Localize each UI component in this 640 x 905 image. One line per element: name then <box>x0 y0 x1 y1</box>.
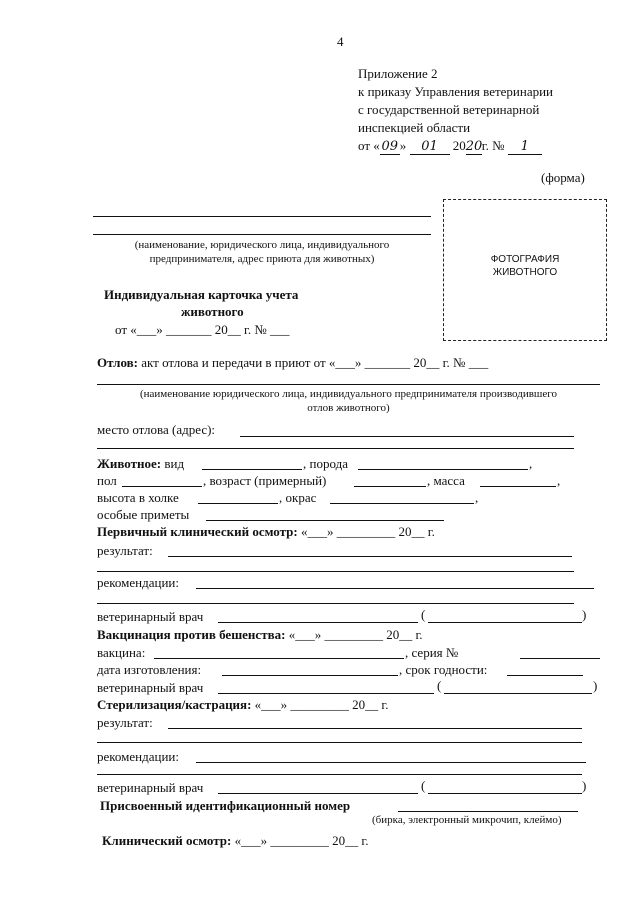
breed-comma: , <box>529 456 533 471</box>
order-date-year: 20 <box>465 139 483 154</box>
sterilization-row <box>97 697 389 713</box>
forma-label: (форма) <box>541 170 585 185</box>
rabies-label: Вакцинация против бешенства: <box>97 627 286 642</box>
sterilization-result-line-1[interactable] <box>168 728 582 729</box>
primary-vet-paren-open: ( <box>421 607 426 622</box>
expiry-field[interactable] <box>507 675 583 676</box>
rabies-vet-label: ветеринарный врач <box>97 680 204 695</box>
sterilization-result-line-2[interactable] <box>97 742 582 743</box>
color-label: , окрас <box>279 490 317 505</box>
capture-place-line-1[interactable] <box>240 436 574 437</box>
mass-label: , масса <box>427 473 465 488</box>
order-number: 1 <box>508 139 542 155</box>
sterilization-vet-name-field[interactable] <box>428 793 582 794</box>
age-label: , возраст (примерный) <box>203 473 327 488</box>
manufacture-date-label: дата изготовления: <box>97 662 202 677</box>
order-date-suffix: г. № <box>481 138 505 153</box>
card-title-line-2: животного <box>181 304 244 319</box>
sterilization-recommendations-line-2[interactable] <box>97 774 582 775</box>
sex-label: пол <box>97 473 117 488</box>
species-label: вид <box>164 456 185 471</box>
primary-vet-paren-close: ) <box>582 607 587 622</box>
primary-result-line-2[interactable] <box>97 571 574 572</box>
age-field[interactable] <box>354 486 426 487</box>
mass-comma: , <box>557 473 561 488</box>
vaccine-field[interactable] <box>154 658 404 659</box>
capture-row <box>97 355 488 371</box>
primary-vet-label: ветеринарный врач <box>97 609 204 624</box>
primary-recommendations-label: рекомендации: <box>97 575 179 590</box>
series-label: , серия № <box>405 645 459 660</box>
height-label: высота в холке <box>97 490 179 505</box>
capture-caption-2: отлов животного) <box>307 402 390 414</box>
order-date-year-prefix: 20 <box>452 138 466 153</box>
org-caption-2: предпринимателя, адрес приюта для животных) <box>149 253 375 265</box>
order-date <box>358 138 542 155</box>
rabies-vet-paren-close: ) <box>593 678 598 693</box>
manufacture-date-field[interactable] <box>222 675 398 676</box>
org-caption-1: (наименование, юридического лица, индивидуального <box>134 239 390 251</box>
primary-exam-label: Первичный клинический осмотр: <box>97 524 298 539</box>
primary-vet-field[interactable] <box>218 622 418 623</box>
order-line-3: инспекцией области <box>358 120 471 135</box>
capture-label: Отлов: <box>97 355 138 370</box>
sterilization-vet-field[interactable] <box>218 793 418 794</box>
photo-caption-line-2: ЖИВОТНОГО <box>492 267 558 278</box>
clinical-exam-row <box>102 833 368 849</box>
mass-field[interactable] <box>480 486 556 487</box>
capture-place-line-2[interactable] <box>97 448 574 449</box>
order-date-month: 01 <box>410 139 450 155</box>
series-field[interactable] <box>520 658 600 659</box>
primary-result-label: результат: <box>97 543 153 558</box>
vaccine-label: вакцина: <box>97 645 146 660</box>
order-date-sep: » <box>399 138 407 153</box>
special-marks-label: особые приметы <box>97 507 190 522</box>
primary-exam-date: «___» _________ 20__ г. <box>300 524 435 539</box>
clinical-exam-date: «___» _________ 20__ г. <box>234 833 369 848</box>
animal-species-row <box>97 456 184 472</box>
primary-recommendations-line-2[interactable] <box>97 603 574 604</box>
clinical-exam-label: Клинический осмотр: <box>102 833 232 848</box>
rabies-row <box>97 627 423 643</box>
sterilization-result-label: результат: <box>97 715 153 730</box>
capture-caption-1: (наименование юридического лица, индивидуального предпринимателя производившего <box>139 388 558 400</box>
rabies-date: «___» _________ 20__ г. <box>288 627 423 642</box>
rabies-vet-field[interactable] <box>218 693 434 694</box>
rabies-vet-paren-open: ( <box>437 678 442 693</box>
capture-org-line <box>97 384 600 385</box>
rabies-vet-name-field[interactable] <box>444 693 592 694</box>
animal-label: Животное: <box>97 456 162 471</box>
page-number: 4 <box>337 34 344 49</box>
capture-act-text: акт отлова и передачи в приют от «___» _______ 20__ г. № ___ <box>141 355 489 370</box>
order-line-1: к приказу Управления ветеринарии <box>358 84 554 99</box>
photo-caption <box>444 253 606 279</box>
org-name-line-2 <box>93 234 431 235</box>
identification-caption: (бирка, электронный микрочип, клеймо) <box>372 814 562 826</box>
primary-exam-row <box>97 524 435 540</box>
order-line-2: с государственной ветеринарной <box>358 102 540 117</box>
capture-place-label: место отлова (адрес): <box>97 422 216 437</box>
breed-label: , порода <box>303 456 348 471</box>
order-date-prefix: от « <box>358 138 380 153</box>
card-date: от «___» _______ 20__ г. № ___ <box>115 322 290 337</box>
sterilization-label: Стерилизация/кастрация: <box>97 697 252 712</box>
photo-caption-line-1: ФОТОГРАФИЯ <box>490 254 560 265</box>
expiry-label: , срок годности: <box>399 662 488 677</box>
height-field[interactable] <box>198 503 278 504</box>
order-date-day: 09 <box>381 139 399 154</box>
sterilization-vet-paren-open: ( <box>421 778 426 793</box>
identification-field[interactable] <box>398 811 578 812</box>
identification-label: Присвоенный идентификационный номер <box>100 798 351 813</box>
primary-vet-name-field[interactable] <box>428 622 582 623</box>
sex-field[interactable] <box>122 486 202 487</box>
animal-photo-placeholder <box>443 199 607 341</box>
card-title-line-1: Индивидуальная карточка учета <box>104 287 299 302</box>
color-comma: , <box>475 490 479 505</box>
sterilization-recommendations-label: рекомендации: <box>97 749 179 764</box>
sterilization-vet-paren-close: ) <box>582 778 587 793</box>
primary-result-line-1[interactable] <box>168 556 572 557</box>
breed-field[interactable] <box>358 469 528 470</box>
sterilization-date: «___» _________ 20__ г. <box>254 697 389 712</box>
sterilization-vet-label: ветеринарный врач <box>97 780 204 795</box>
appendix-title: Приложение 2 <box>358 66 438 81</box>
org-name-line-1 <box>93 216 431 217</box>
color-field[interactable] <box>330 503 474 504</box>
primary-recommendations-line-1[interactable] <box>196 588 594 589</box>
sterilization-recommendations-line-1[interactable] <box>196 762 586 763</box>
special-marks-field[interactable] <box>206 520 444 521</box>
species-field[interactable] <box>202 469 302 470</box>
